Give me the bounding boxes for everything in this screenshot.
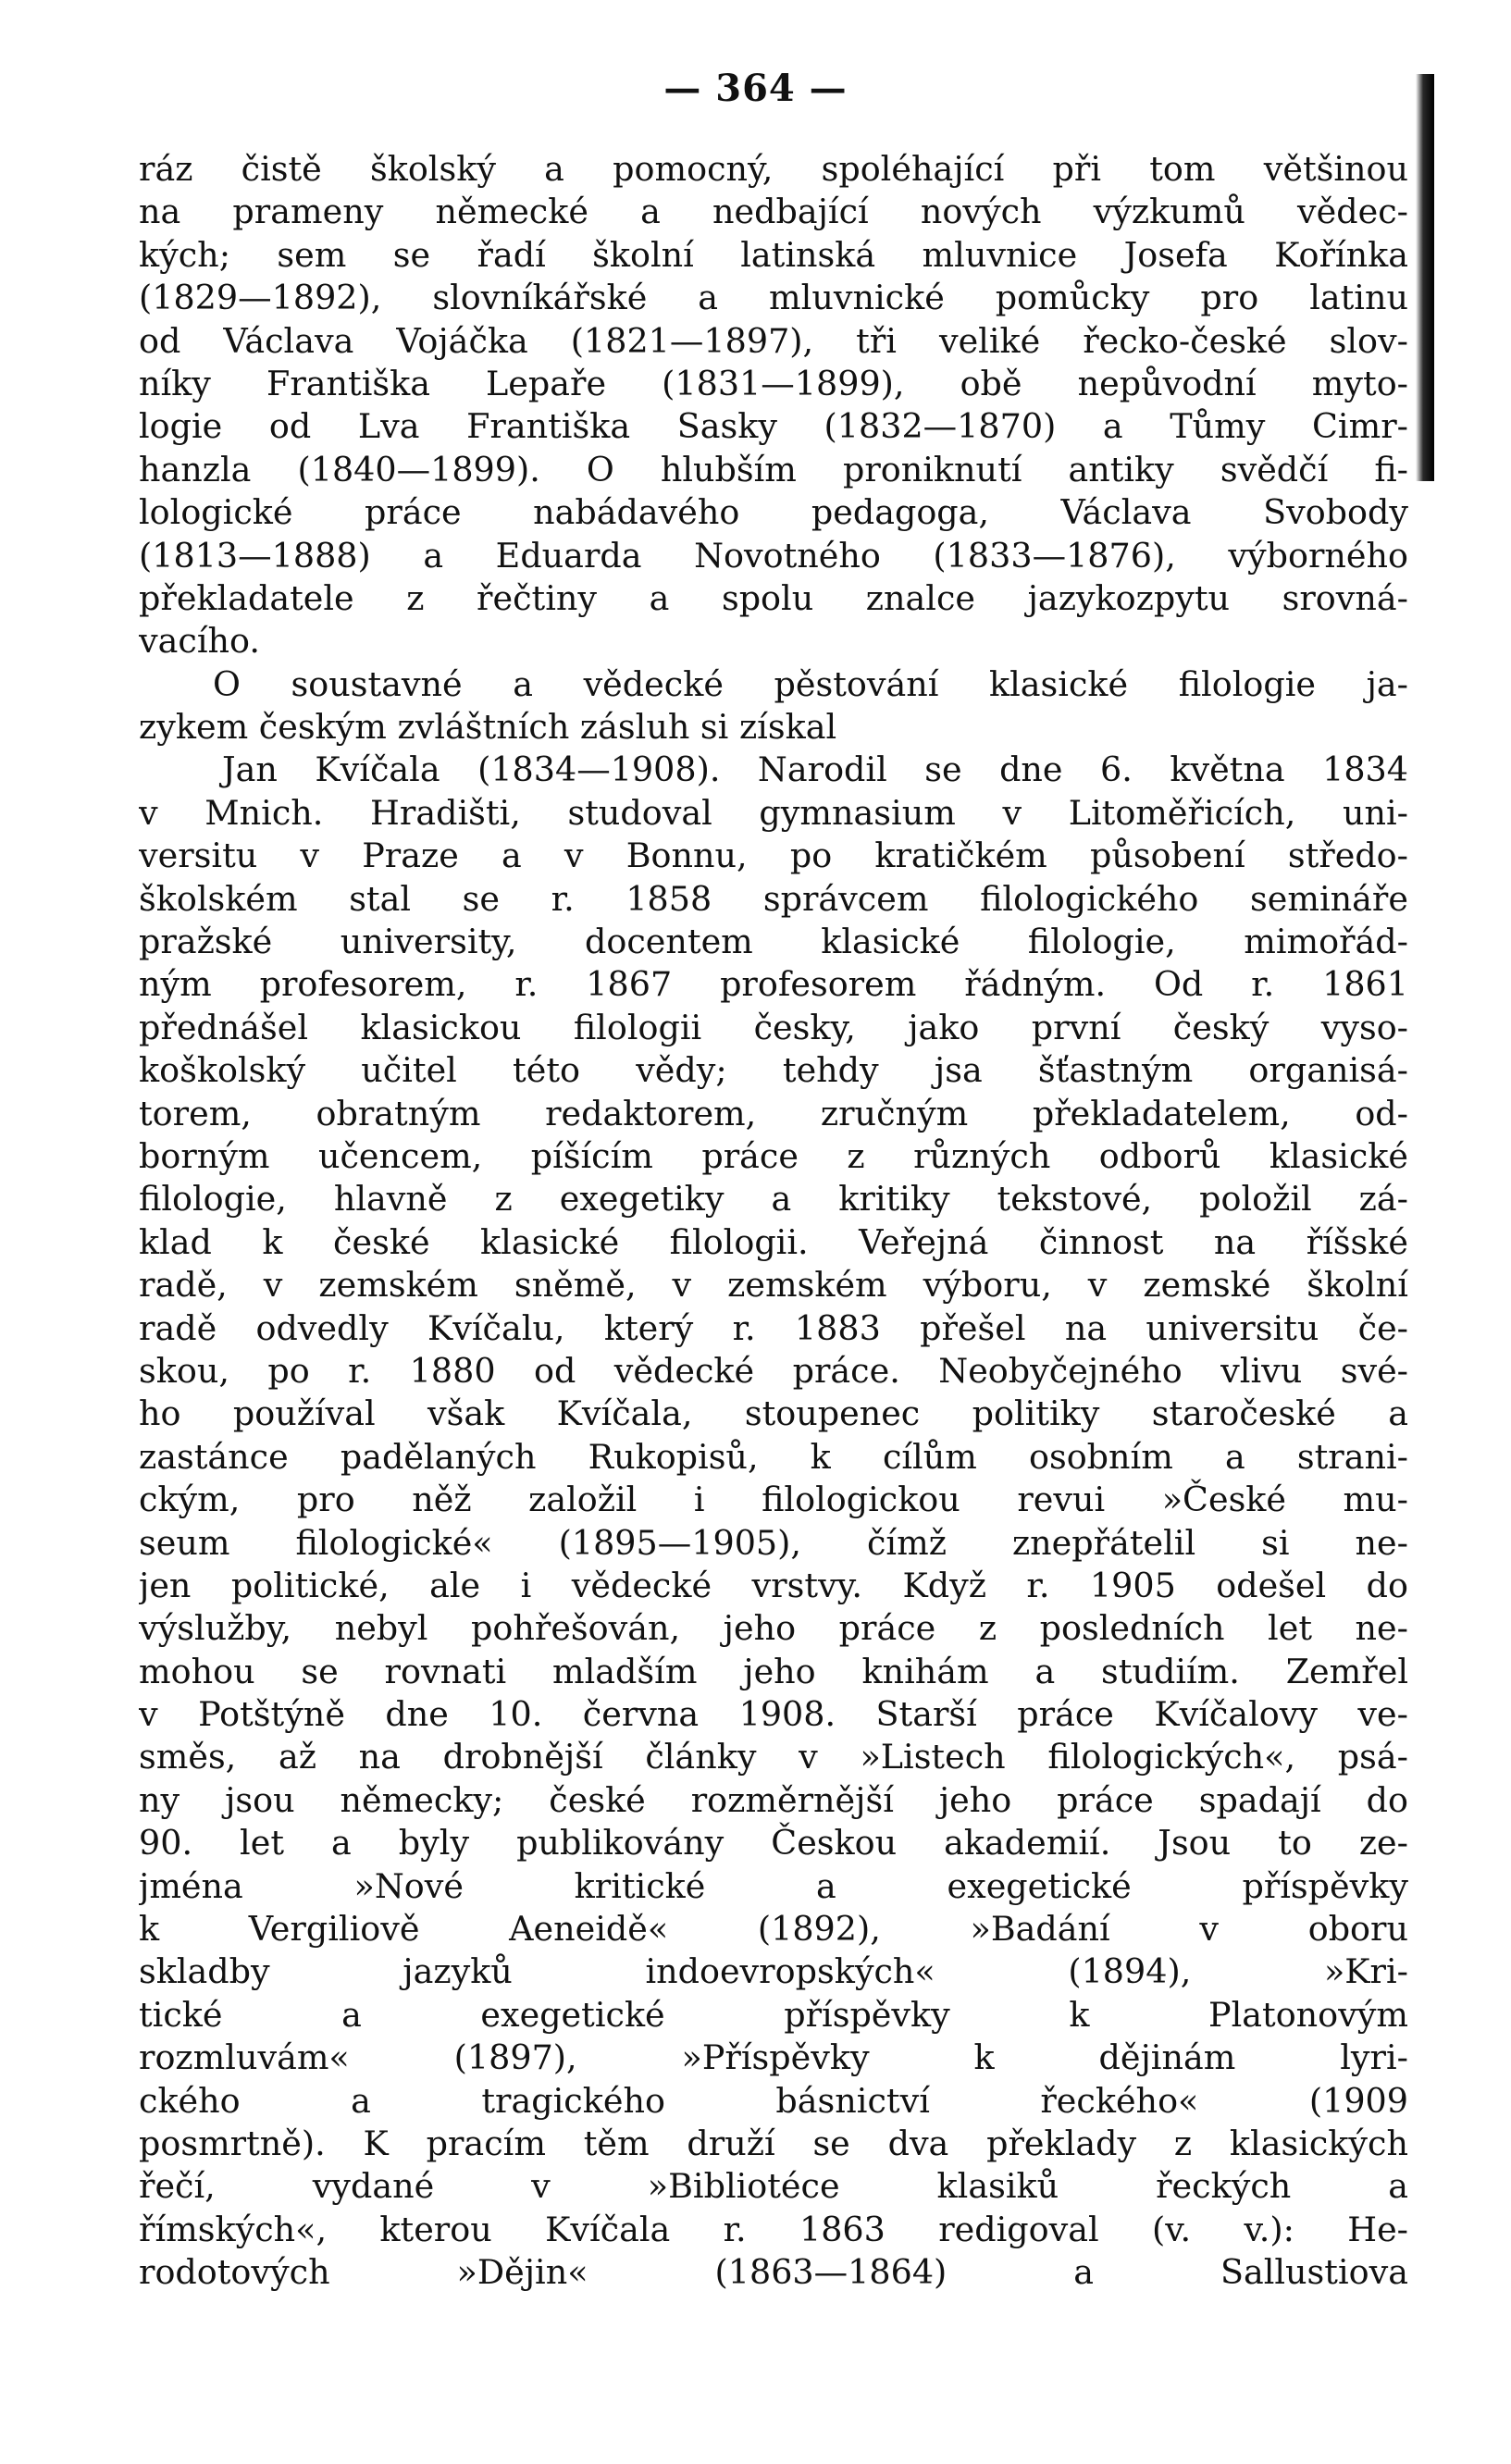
- text-line: ckým, pro něž založil i filologickou revui »České mu-: [139, 1480, 1408, 1520]
- text-line: rodotových »Dějin« (1863—1864) a Sallustiova: [139, 2252, 1408, 2293]
- text-line: borným učencem, píšícím práce z různých odborů klasické: [139, 1135, 1408, 1176]
- text-line: radě odvedly Kvíčalu, který r. 1883 přešel na universitu če-: [139, 1307, 1408, 1348]
- text-line: v Potštýně dne 10. června 1908. Starší práce Kvíčalovy ve-: [139, 1694, 1408, 1735]
- text-line: 90. let a byly publikovány Českou akademií. Jsou to ze-: [139, 1823, 1408, 1863]
- text-line: tické a exegetické příspěvky k Platonovým: [139, 1994, 1408, 2035]
- text-line: římských«, kterou Kvíčala r. 1863 redigoval (v. v.): He-: [139, 2209, 1408, 2249]
- text-line: zykem českým zvláštních zásluh si získal: [139, 707, 837, 748]
- text-line: vacího.: [139, 621, 260, 662]
- text-line: ho používal však Kvíčala, stoupenec politiky staročeské a: [139, 1393, 1408, 1434]
- text-line: výslužby, nebyl pohřešován, jeho práce z posledních let ne-: [139, 1608, 1408, 1649]
- text-line: skladby jazyků indoevropských« (1894), »Kri-: [139, 1951, 1408, 1992]
- text-line: mohou se rovnati mladším jeho knihám a studiím. Zemřel: [139, 1651, 1408, 1691]
- text-line: lologické práce nabádavého pedagoga, Václava Svobody: [139, 492, 1408, 533]
- text-line: ráz čistě školský a pomocný, spoléhající při tom většinou: [139, 149, 1408, 189]
- page-edge-shadow: [1416, 74, 1434, 481]
- text-line: versitu v Praze a v Bonnu, po kratičkém působení středo-: [139, 836, 1408, 876]
- text-line: koškolský učitel této vědy; tehdy jsa šťastným organisá-: [139, 1050, 1408, 1091]
- text-line: (1813—1888) a Eduarda Novotného (1833—1876), výborného: [139, 535, 1408, 576]
- text-line: torem, obratným redaktorem, zručným překladatelem, od-: [139, 1093, 1408, 1133]
- text-line: směs, až na drobnější články v »Listech filologických«, psá-: [139, 1737, 1408, 1777]
- text-line: na prameny německé a nedbající nových výzkumů vědec-: [139, 192, 1408, 232]
- text-line: O soustavné a vědecké pěstování klasické filologie ja-: [213, 663, 1408, 704]
- text-line: skou, po r. 1880 od vědecké práce. Neobyčejného vlivu své-: [139, 1350, 1408, 1391]
- text-line: klad k české klasické filologii. Veřejná činnost na říšské: [139, 1221, 1408, 1262]
- text-line: kých; sem se řadí školní latinská mluvnice Josefa Kořínka: [139, 234, 1408, 275]
- text-line: jména »Nové kritické a exegetické příspěvky: [139, 1865, 1408, 1906]
- text-line: k Vergiliově Aeneidě« (1892), »Badání v oboru: [139, 1909, 1408, 1950]
- text-line: ny jsou německy; české rozměrnější jeho práce spadají do: [139, 1779, 1408, 1820]
- body-text: [139, 148, 1408, 2295]
- text-line: ným profesorem, r. 1867 profesorem řádným. Od r. 1861: [139, 964, 1408, 1005]
- text-line: (1829—1892), slovníkářské a mluvnické pomůcky pro latinu: [139, 278, 1408, 318]
- text-line: hanzla (1840—1899). O hlubším proniknutí antiky svědčí fi-: [139, 449, 1408, 489]
- text-line: radě, v zemském sněmě, v zemském výboru, v zemské školní: [139, 1265, 1408, 1306]
- text-line: řečí, vydané v »Bibliotéce klasiků řeckých a: [139, 2166, 1408, 2207]
- text-line: přednášel klasickou filologii česky, jako první český vyso-: [139, 1007, 1408, 1047]
- text-line: rozmluvám« (1897), »Příspěvky k dějinám lyri-: [139, 2037, 1408, 2078]
- text-line: posmrtně). K pracím těm druží se dva překlady z klasických: [139, 2123, 1408, 2163]
- text-line: logie od Lva Františka Sasky (1832—1870) a Tůmy Cimr-: [139, 406, 1408, 447]
- text-line: překladatele z řečtiny a spolu znalce jazykozpytu srovná-: [139, 577, 1408, 618]
- text-line: školském stal se r. 1858 správcem filologického semináře: [139, 878, 1408, 919]
- text-line: ckého a tragického básnictví řeckého« (1909: [139, 2080, 1408, 2121]
- text-line: seum filologické« (1895—1905), čímž znepřátelil si ne-: [139, 1522, 1408, 1563]
- text-line: filologie, hlavně z exegetiky a kritiky tekstové, položil zá-: [139, 1179, 1408, 1220]
- text-line: od Václava Vojáčka (1821—1897), tři veliké řecko-české slov-: [139, 320, 1408, 361]
- text-line: v Mnich. Hradišti, studoval gymnasium v Litoměřicích, uni-: [139, 792, 1408, 833]
- text-line: zastánce padělaných Rukopisů, k cílům osobním a strani-: [139, 1436, 1408, 1477]
- text-line: pražské university, docentem klasické filologie, mimořád-: [139, 922, 1408, 962]
- text-line: jen politické, ale i vědecké vrstvy. Když r. 1905 odešel do: [139, 1565, 1408, 1605]
- text-line: Jan Kvíčala (1834—1908). Narodil se dne 6. května 1834: [222, 749, 1408, 790]
- text-line: níky Františka Lepaře (1831—1899), obě nepůvodní myto-: [139, 363, 1408, 403]
- page-number: — 364 —: [663, 67, 848, 110]
